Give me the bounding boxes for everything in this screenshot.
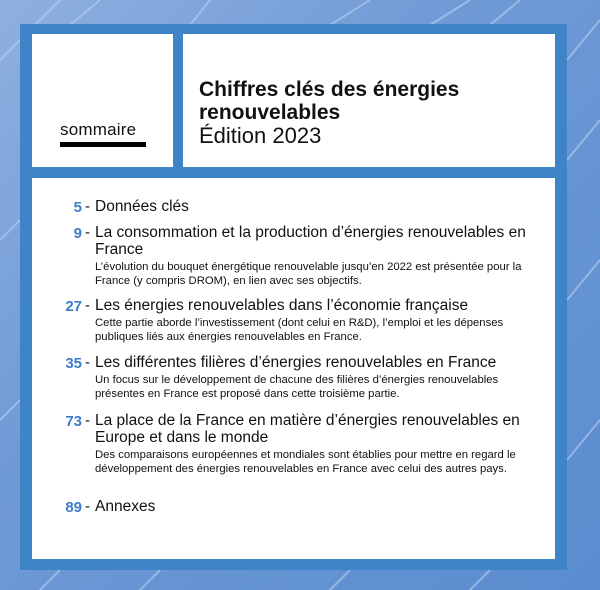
item-title: Les énergies renouvelables dans l’économie française: [95, 297, 469, 314]
page-number: 27: [65, 298, 82, 315]
item-title: Données clés: [95, 198, 189, 215]
page-number: 9: [73, 225, 82, 242]
separator: -: [85, 498, 90, 515]
sommaire-underline: [60, 142, 146, 147]
page-number: 73: [65, 413, 82, 430]
table-of-contents: [32, 178, 555, 559]
separator: -: [85, 297, 90, 314]
page-number: 35: [65, 355, 82, 372]
item-title: Les différentes filières d’énergies renouvelables en France: [95, 354, 497, 371]
contents-frame: [20, 24, 567, 570]
title-line-1: Chiffres clés des énergies: [199, 78, 460, 101]
separator: -: [85, 354, 90, 371]
item-title: La consommation et la production d’énergies renouvelables en France: [95, 224, 526, 258]
item-description: L’évolution du bouquet énergétique renouvelable jusqu’en 2022 est présentée pour la France (y compris DROM), en lien avec ses objectifs.: [95, 261, 522, 287]
item-title: La place de la France en matière d’énergies renouvelables en Europe et dans le monde: [95, 412, 520, 446]
sommaire-label: sommaire: [60, 120, 137, 139]
edition-label: Édition 2023: [199, 123, 322, 148]
sommaire-panel: [32, 34, 173, 167]
item-description: Un focus sur le développement de chacune des filières d’énergies renouvelables présentes en France est proposé dans cette troisième partie.: [95, 374, 499, 400]
item-description: Cette partie aborde l’investissement (dont celui en R&D), l’emploi et les dépenses publiques liés aux énergies renouvelables en France.: [95, 317, 504, 343]
page-title: [199, 78, 459, 147]
separator: -: [85, 198, 90, 215]
title-panel: [183, 34, 555, 167]
item-description: Des comparaisons européennes et mondiales sont établies pour mettre en regard le développement des énergies renouvelables en France avec celui des autres pays.: [95, 449, 516, 475]
page-number: 5: [73, 199, 82, 216]
separator: -: [85, 224, 90, 241]
item-title: Annexes: [95, 498, 156, 515]
title-line-2: renouvelables: [199, 101, 341, 124]
separator: -: [85, 412, 90, 429]
page-number: 89: [65, 499, 82, 516]
